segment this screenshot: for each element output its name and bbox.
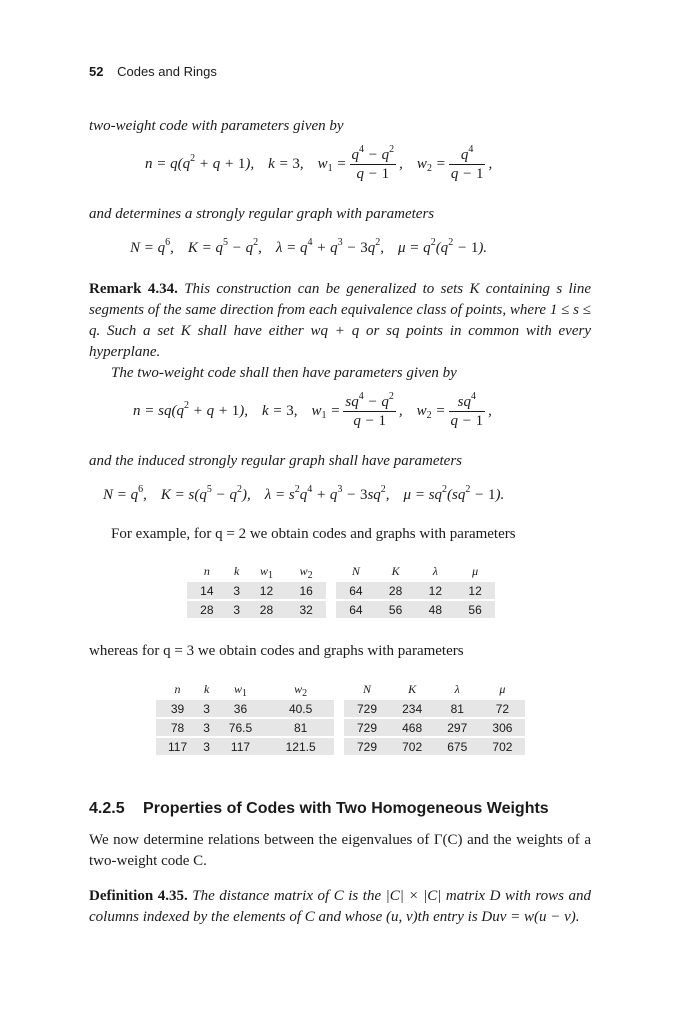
table-cell: 64 [336, 600, 376, 618]
equation-generalized-code: $n = sq(q^2 + q + 1)$, k = 3, $w_1$ = $\frac{sq^4 - q^2}{q - 1}$ , $w_2$ = $\frac{sq^4}{q - 1}$ , [133, 391, 492, 429]
table-cell: 729 [344, 718, 389, 737]
table-cell: 76.5 [214, 718, 267, 737]
definition-label: Definition 4.35. [89, 888, 188, 904]
table-gap [326, 600, 336, 618]
table-gap [326, 581, 336, 600]
table-header: μ [455, 563, 495, 581]
table-cell: 117 [156, 737, 199, 755]
table-header: $w_1$ [247, 563, 287, 581]
table-row [156, 718, 525, 737]
definition-4-35 [89, 886, 591, 928]
remark-text-3: and the induced strongly regular graph shall have parameters [89, 453, 463, 469]
table-header: μ [480, 681, 525, 699]
table-cell: 36 [214, 699, 267, 718]
table-cell: 121.5 [267, 737, 335, 755]
table-header: N [336, 563, 376, 581]
running-header [89, 64, 217, 79]
table-cell: 306 [480, 718, 525, 737]
table-cell: 14 [187, 581, 227, 600]
equation-code-params: $n = q(q^2 + q + 1)$, k = 3, $w_1$ = $\frac{q^4 - q^2}{q - 1}$ , $w_2$ = $\frac{q^4}{q - 1}$ , [145, 144, 493, 182]
table-row [187, 581, 495, 600]
table-gap [334, 681, 344, 699]
table-header-row [187, 563, 495, 581]
running-title: Codes and Rings [117, 64, 217, 79]
table-cell: 297 [435, 718, 480, 737]
para-intro: two-weight code with parameters given by [89, 118, 344, 134]
table-header: $w_1$ [214, 681, 267, 699]
table-cell: 28 [247, 600, 287, 618]
equation-generalized-graph: $N = q^6$, $K = s(q^5 - q^2)$, $\lambda = s^2q^4 + q^3 - 3sq^2$, $\mu = sq^2(sq^2 - 1)$. [103, 484, 505, 503]
table-header: λ [435, 681, 480, 699]
table-header: $w_2$ [267, 681, 335, 699]
table-row [156, 699, 525, 718]
table-cell: 12 [455, 581, 495, 600]
table-gap [334, 718, 344, 737]
table-header: K [376, 563, 416, 581]
para-example-q3: whereas for q = 3 we obtain codes and graphs with parameters [89, 643, 464, 659]
para-determines: and determines a strongly regular graph with parameters [89, 206, 435, 222]
table-cell: 729 [344, 737, 389, 755]
section-heading [89, 800, 549, 818]
table-cell: 702 [390, 737, 435, 755]
table-header: K [390, 681, 435, 699]
table-header: n [187, 563, 227, 581]
table-cell: 16 [286, 581, 326, 600]
table-cell: 702 [480, 737, 525, 755]
table-cell: 675 [435, 737, 480, 755]
remark-4-34 [89, 279, 591, 363]
table-cell: 56 [455, 600, 495, 618]
section-number: 4.2.5 [89, 800, 125, 817]
table-row [156, 737, 525, 755]
definition-text: The distance matrix of C is the |C| × |C| matrix D with rows and columns indexed by the elements of C and whose (u, v)th entry is Duv = w(u − v). [89, 888, 592, 925]
table-cell: 28 [187, 600, 227, 618]
para-eigenvalues: We now determine relations between the eigenvalues of Γ(C) and the weights of a two-weight code C. [89, 832, 591, 869]
table-header-row [156, 681, 525, 699]
table-cell: 64 [336, 581, 376, 600]
table-cell: 28 [376, 581, 416, 600]
table-cell: 72 [480, 699, 525, 718]
table-header: N [344, 681, 389, 699]
table-cell: 117 [214, 737, 267, 755]
page-number: 52 [89, 64, 104, 79]
section-title: Properties of Codes with Two Homogeneous Weights [143, 800, 549, 817]
table-cell: 3 [199, 699, 214, 718]
table-header: λ [415, 563, 455, 581]
table-cell: 12 [415, 581, 455, 600]
remark-text: This construction can be generalized to sets K containing s line segments of the same direction from each equivalence class of points, where 1 ≤ s ≤ q. Such a set K shall have either wq + q or sq points in common with every hyperplane. [89, 281, 591, 360]
table-q2 [187, 563, 495, 618]
table-q3 [156, 681, 525, 755]
table-gap [334, 737, 344, 755]
table-header: k [199, 681, 214, 699]
table-gap [334, 699, 344, 718]
table-header: n [156, 681, 199, 699]
para-example-q2: For example, for q = 2 we obtain codes and graphs with parameters [111, 526, 516, 542]
table-header: $w_2$ [286, 563, 326, 581]
table-gap [326, 563, 336, 581]
table-cell: 32 [286, 600, 326, 618]
table-cell: 78 [156, 718, 199, 737]
table-cell: 56 [376, 600, 416, 618]
table-cell: 48 [415, 600, 455, 618]
table-cell: 39 [156, 699, 199, 718]
equation-graph-params: $N = q^6$, $K = q^5 - q^2$, $\lambda = q^4 + q^3 - 3q^2$, $\mu = q^2(q^2 - 1)$. [130, 237, 488, 256]
table-cell: 3 [227, 600, 247, 618]
remark-label: Remark 4.34. [89, 281, 178, 297]
table-row [187, 600, 495, 618]
table-cell: 729 [344, 699, 389, 718]
table-cell: 3 [227, 581, 247, 600]
table-cell: 3 [199, 737, 214, 755]
table-cell: 234 [390, 699, 435, 718]
table-cell: 81 [267, 718, 335, 737]
table-cell: 468 [390, 718, 435, 737]
table-cell: 3 [199, 718, 214, 737]
table-cell: 12 [247, 581, 287, 600]
table-cell: 40.5 [267, 699, 335, 718]
table-cell: 81 [435, 699, 480, 718]
remark-text-2: The two-weight code shall then have parameters given by [111, 365, 457, 381]
table-header: k [227, 563, 247, 581]
